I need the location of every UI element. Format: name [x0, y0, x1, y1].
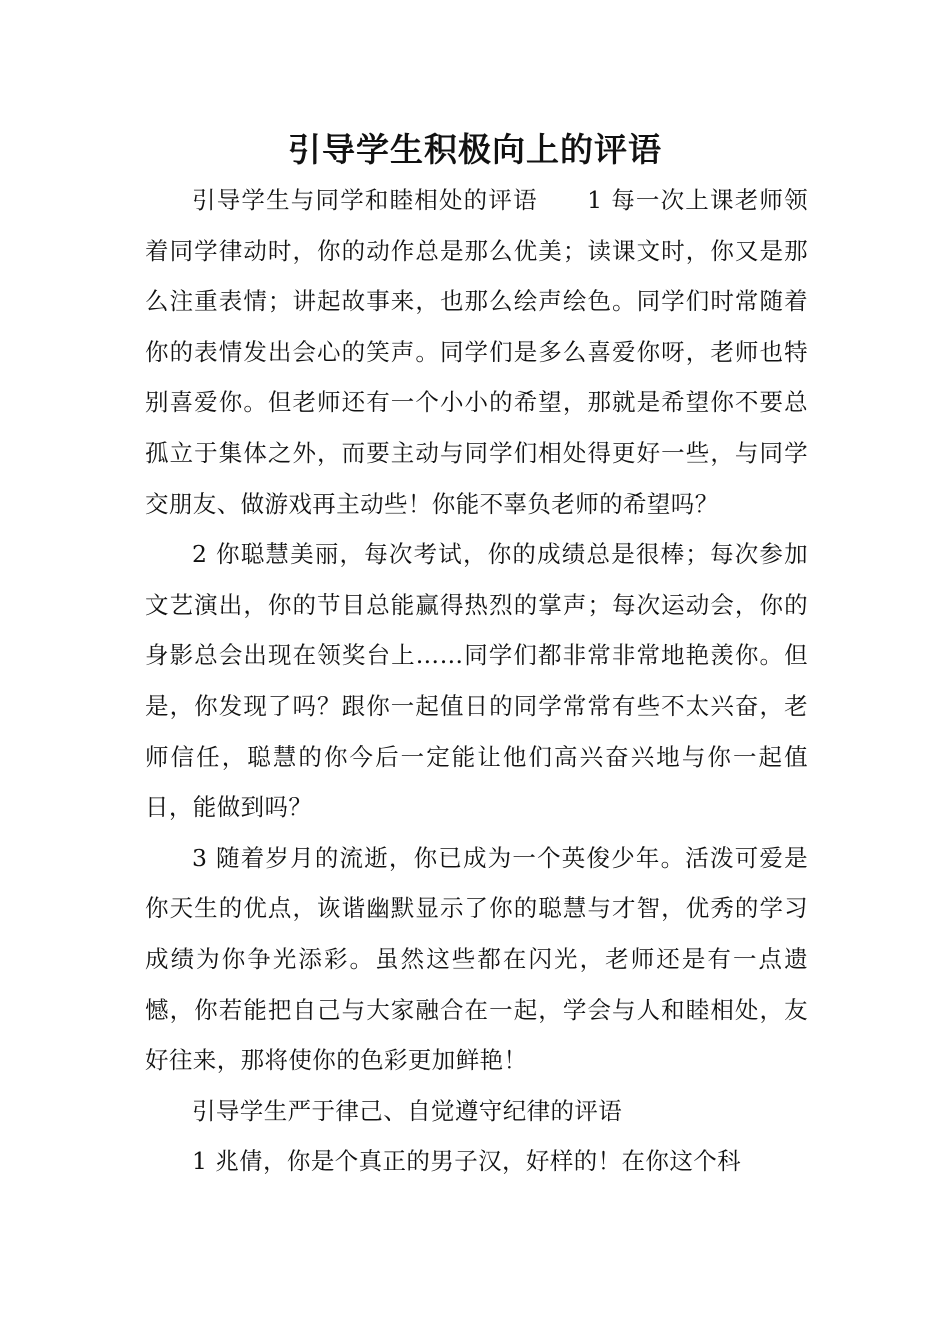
paragraph-4: 1 兆倩，你是个真正的男子汉，好样的！在你这个科	[192, 1147, 742, 1176]
paragraph-1: 引导学生与同学和睦相处的评语 1 每一次上课老师领着同学律动时，你的动作总是那么优美；读课文时，你又是那么注重表情；讲起故事来，也那么绘声绘色。同学们时常随着你的表情发出会心的笑声。同学们是多么喜爱你呀，老师也特别喜爱你。但老师还有一个小小的希望，那就是希望你不要总孤立于集体之外，而要主动与同学们相处得更好一些，与同学交朋友、做游戏再主动些！你能不辜负老师的希望吗？	[145, 186, 808, 518]
section-heading: 引导学生严于律己、自觉遵守纪律的评语	[192, 1096, 623, 1125]
paragraph-3: 3 随着岁月的流逝，你已成为一个英俊少年。活泼可爱是你天生的优点，诙谐幽默显示了你的聪慧与才智，优秀的学习成绩为你争光添彩。虽然这些都在闪光，老师还是有一点遗憾，你若能把自己与大家融合在一起，学会与人和睦相处，友好往来，那将使你的色彩更加鲜艳！	[145, 843, 808, 1075]
document-body	[145, 175, 808, 1187]
document-title: 引导学生积极向上的评语	[288, 130, 662, 169]
paragraph-2: 2 你聪慧美丽，每次考试，你的成绩总是很棒；每次参加文艺演出，你的节目总能赢得热烈的掌声；每次运动会，你的身影总会出现在领奖台上……同学们都非常非常地艳羡你。但是，你发现了吗？跟你一起值日的同学常常有些不太兴奋，老师信任，聪慧的你今后一定能让他们高兴奋兴地与你一起值日，能做到吗？	[145, 540, 808, 822]
